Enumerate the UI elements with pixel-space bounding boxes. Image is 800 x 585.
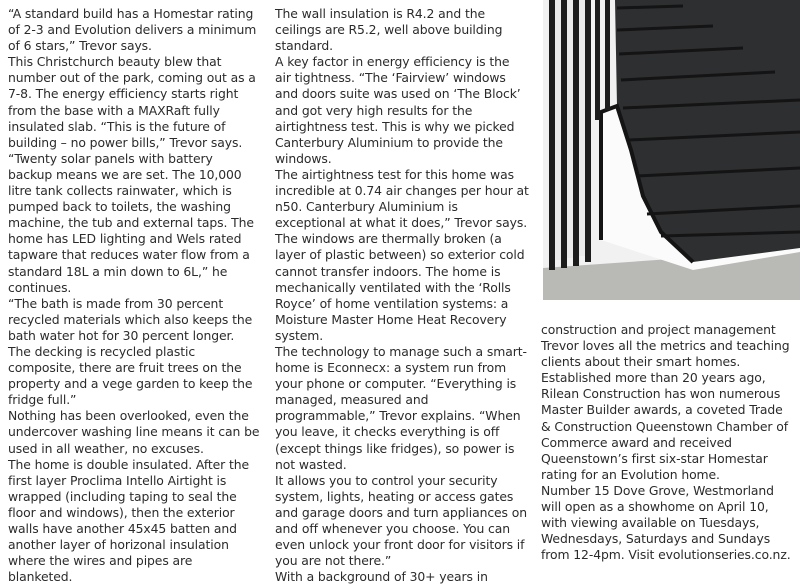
paragraph: Nothing has been overlooked, even the undercover washing line means it can be used in all weather, no excuses. bbox=[8, 408, 260, 456]
paragraph: A key factor in energy efficiency is the air tightness. “The ‘Fairview’ windows and doors suite was used on ‘The Block’ and got very high results for the airtightness test. This is why we picked Canterbury Aluminium to provide the windows. bbox=[275, 54, 521, 166]
article-column-2 bbox=[275, 6, 529, 585]
paragraph: Number 15 Dove Grove, Westmorland will open as a showhome on April 10, with viewing available on Tuesdays, Wednesdays, Saturdays and Sundays from 12-4pm. Visit evolutionseries.co.nz. bbox=[541, 482, 791, 563]
paragraph: The technology to manage such a smart-home is Econnecx: a system run from your phone or computer. “Everything is managed, measured and programmable,” Trevor explains. “When you leave, it checks everything is off (except things like fridges), so power is not wasted. bbox=[275, 343, 527, 472]
paragraph: With a background of 30+ years in bbox=[275, 569, 488, 585]
balustrade-gaps bbox=[555, 0, 585, 260]
paragraph: construction and project management Trevor loves all the metrics and teaching clients about their smart homes. bbox=[541, 322, 790, 370]
paragraph: The home is double insulated. After the first layer Proclima Intello Airtight is wrapped (including taping to seal the floor and windows), then the exterior walls have another 45x45 batten and another layer of horizonal insulation where the wires and pipes are blanketed. bbox=[8, 456, 250, 585]
paragraph: It allows you to control your security system, lights, heating or access gates and garage doors and turn appliances on and off whenever you choose. You can even unlock your front door for visitors if you are not there.” bbox=[275, 472, 527, 569]
paragraph: The wall insulation is R4.2 and the ceilings are R5.2, well above building standard. bbox=[275, 6, 503, 54]
paragraph: This Christchurch beauty blew that number out of the park, coming out as a 7-8. The energy efficiency starts right from the base with a MAXRaft fully insulated slab. “This is the future of building – no power bills,” Trevor says. “Twenty solar panels with battery backup means we are set. The 10,000 litre tank collects rainwater, which is pumped back to toilets, the washing machine, the tub and external taps. The home has LED lighting and Wels rated tapware that reduces water flow from a standard 18L a min down to 6L,” he continues. bbox=[8, 54, 256, 295]
paragraph: The airtightness test for this home was incredible at 0.74 air changes per hour at n50. Canterbury Aluminium is exceptional at what it does,” Trevor says. bbox=[275, 166, 529, 231]
paragraph: Established more than 20 years ago, Rilean Construction has won numerous Master Builder awards, a coveted Trade & Construction Queenstown Chamber of Commerce award and received Queenstown’s first six-star Homestar rating for an Evolution home. bbox=[541, 370, 788, 482]
paragraph: The windows are thermally broken (a layer of plastic between) so exterior cold cannot transfer indoors. The home is mechanically ventilated with the ‘Rolls Royce’ of home ventilation systems: a Moisture Master Home Heat Recovery system. bbox=[275, 231, 525, 343]
stair-illustration bbox=[543, 0, 800, 300]
article-column-3 bbox=[541, 322, 793, 563]
paragraph: “The bath is made from 30 percent recycled materials which also keeps the bath water hot for 30 percent longer. The decking is recycled plastic composite, there are fruit trees on the property and a vege garden to keep the fridge full.” bbox=[8, 295, 253, 408]
stair-photo bbox=[543, 0, 800, 300]
paragraph: “A standard build has a Homestar rating of 2-3 and Evolution delivers a minimum of 6 stars,” Trevor says. bbox=[8, 6, 257, 54]
article-column-1 bbox=[8, 6, 260, 585]
